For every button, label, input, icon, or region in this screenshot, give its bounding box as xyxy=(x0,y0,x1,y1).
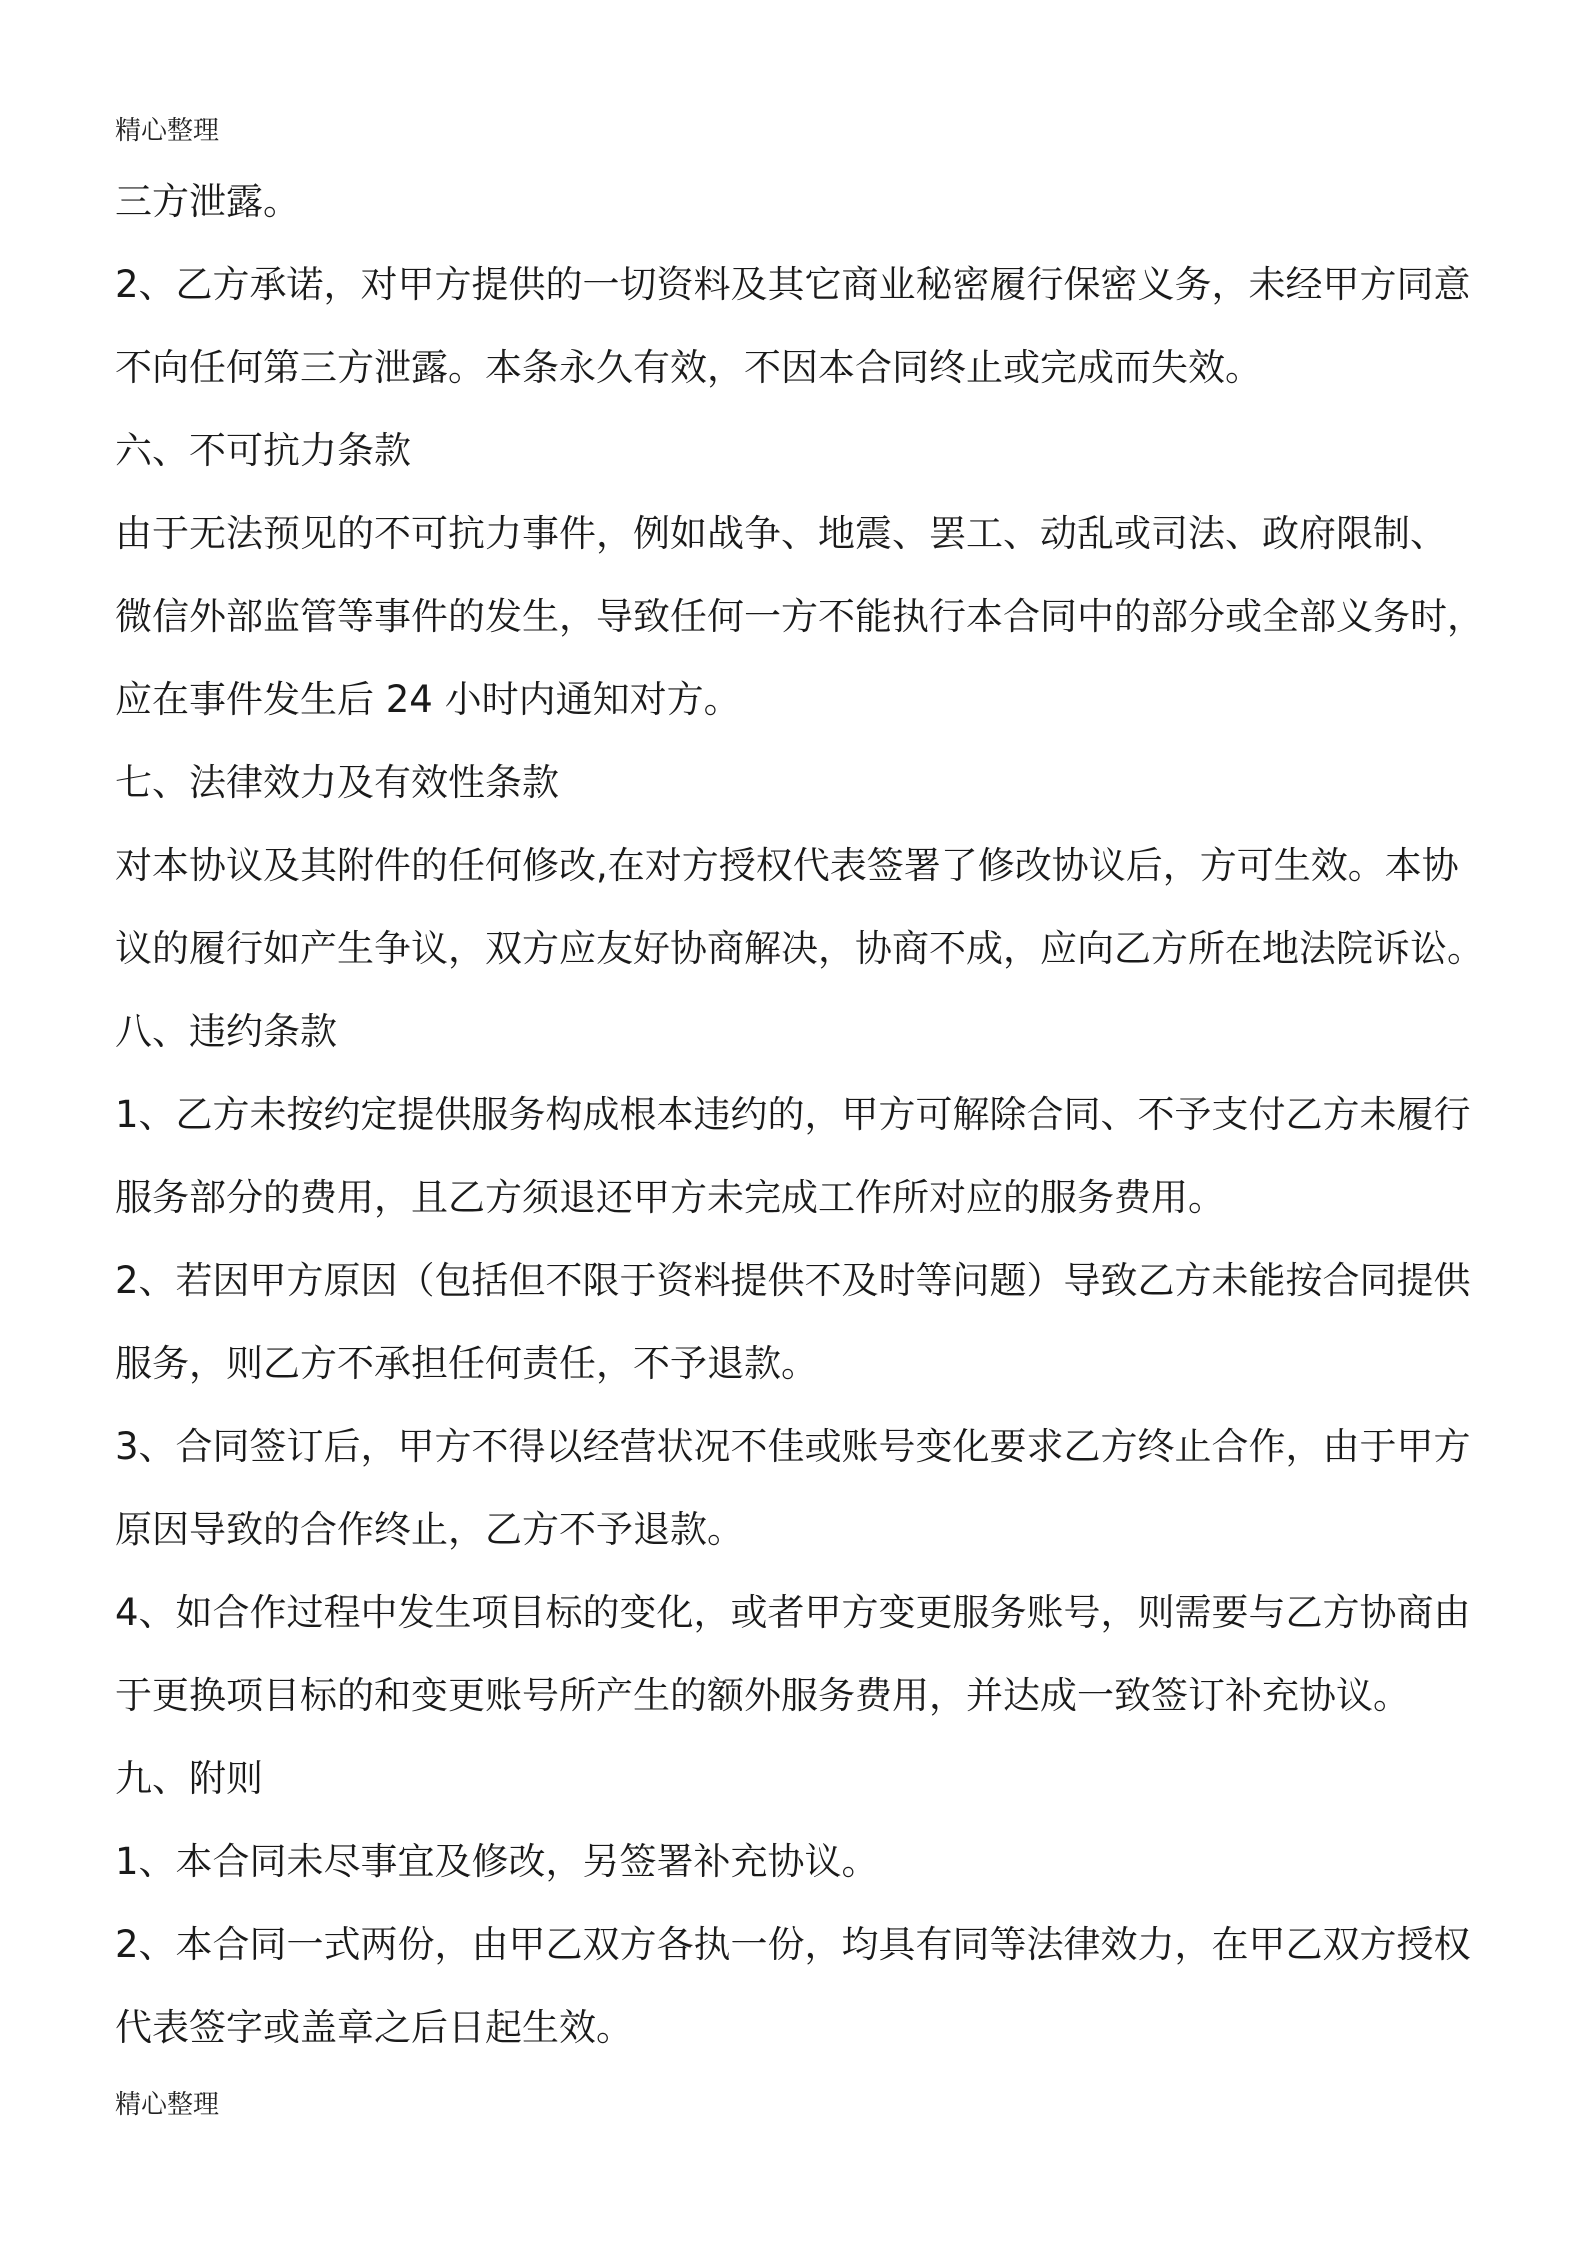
text-line: 三方泄露。 xyxy=(115,180,300,223)
text-line: 3、合同签订后，甲方不得以经营状况不佳或账号变化要求乙方终止合作，由于甲方 xyxy=(115,1425,1471,1468)
section-heading: 九、附则 xyxy=(115,1757,263,1800)
page-footer: 精心整理 xyxy=(115,2090,220,2120)
section-heading: 六、不可抗力条款 xyxy=(115,429,411,472)
text-line: 不向任何第三方泄露。本条永久有效，不因本合同终止或完成而失效。 xyxy=(115,346,1262,389)
text-line: 服务，则乙方不承担任何责任，不予退款。 xyxy=(115,1342,818,1385)
section-heading: 七、法律效力及有效性条款 xyxy=(115,761,559,804)
text-line: 原因导致的合作终止，乙方不予退款。 xyxy=(115,1508,744,1551)
text-line: 由于无法预见的不可抗力事件，例如战争、地震、罢工、动乱或司法、政府限制、 xyxy=(115,512,1447,555)
text-line: 议的履行如产生争议，双方应友好协商解决，协商不成，应向乙方所在地法院诉讼。 xyxy=(115,927,1484,970)
text-line: 服务部分的费用，且乙方须退还甲方未完成工作所对应的服务费用。 xyxy=(115,1176,1225,1219)
text-line: 代表签字或盖章之后日起生效。 xyxy=(115,2006,633,2049)
page-header: 精心整理 xyxy=(115,116,220,146)
text-line: 1、乙方未按约定提供服务构成根本违约的，甲方可解除合同、不予支付乙方未履行 xyxy=(115,1093,1471,1136)
text-line: 微信外部监管等事件的发生，导致任何一方不能执行本合同中的部分或全部义务时， xyxy=(115,595,1484,638)
text-line: 应在事件发生后 24 小时内通知对方。 xyxy=(115,678,741,721)
contract-body xyxy=(115,160,1495,2069)
text-line: 2、本合同一式两份，由甲乙双方各执一份，均具有同等法律效力，在甲乙双方授权 xyxy=(115,1923,1471,1966)
text-line: 1、本合同未尽事宜及修改，另签署补充协议。 xyxy=(115,1840,879,1883)
text-line: 4、如合作过程中发生项目标的变化，或者甲方变更服务账号，则需要与乙方协商由 xyxy=(115,1591,1471,1634)
text-line: 2、乙方承诺，对甲方提供的一切资料及其它商业秘密履行保密义务，未经甲方同意 xyxy=(115,263,1471,306)
text-line: 于更换项目标的和变更账号所产生的额外服务费用，并达成一致签订补充协议。 xyxy=(115,1674,1410,1717)
text-line: 对本协议及其附件的任何修改,在对方授权代表签署了修改协议后，方可生效。本协 xyxy=(115,844,1459,887)
text-line: 2、若因甲方原因（包括但不限于资料提供不及时等问题）导致乙方未能按合同提供 xyxy=(115,1259,1471,1302)
section-heading: 八、违约条款 xyxy=(115,1010,337,1053)
